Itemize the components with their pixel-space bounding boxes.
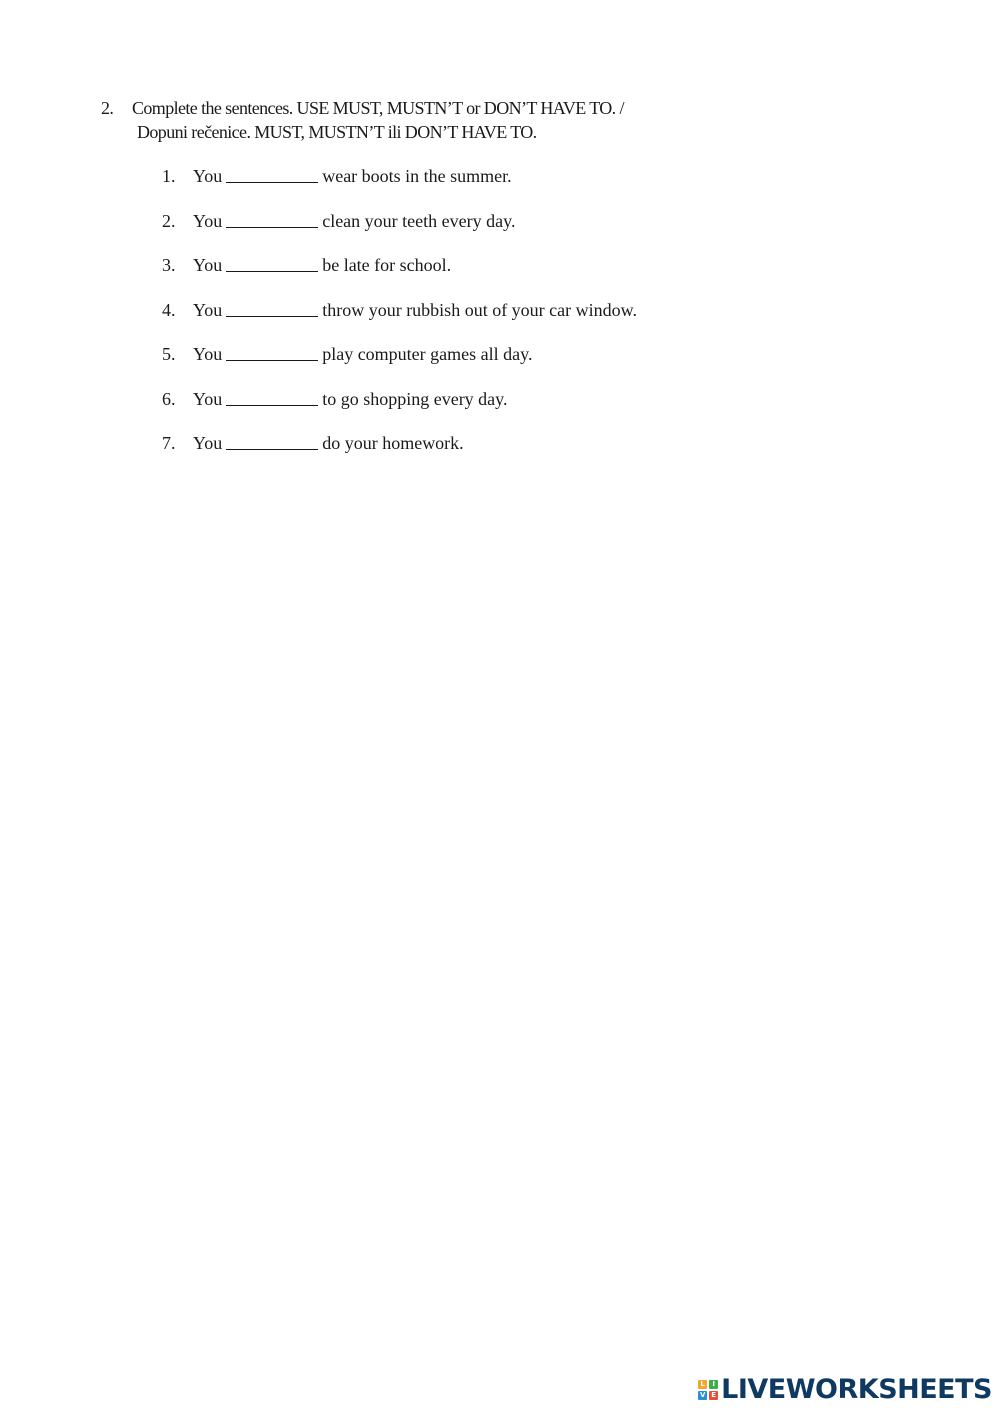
sentence-item [162,253,637,298]
sentence-start: You [193,299,223,320]
sentence-item [162,387,637,432]
logo-tile-i: I [709,1380,718,1389]
sentence-list [162,164,637,476]
sentence-end: be late for school. [322,255,452,275]
logo-tile-e: E [709,1391,718,1400]
sentence-start: You [193,210,223,231]
logo-tile-l: L [698,1380,707,1389]
answer-blank[interactable] [226,387,318,406]
instruction-line-croatian: Dopuni rečenice. MUST, MUSTN’T ili DON’T HAVE TO. [137,122,537,142]
instruction-text-english: Complete the sentences. USE MUST, MUSTN’T or DON’T HAVE TO. / [132,98,624,118]
sentence-number: 4. [162,299,176,320]
sentence-end: play computer games all day. [322,344,533,364]
sentence-number: 2. [162,210,176,231]
sentence-number: 1. [162,166,176,186]
sentence-end: to go shopping every day. [322,388,508,409]
sentence-start: You [193,166,223,186]
sentence-start: You [193,388,223,409]
sentence-end: do your homework. [322,433,464,453]
liveworksheets-logo-icon [698,1380,718,1400]
answer-blank[interactable] [226,298,318,317]
logo-tile-v: V [699,1390,706,1399]
sentence-end: wear boots in the summer. [322,166,512,186]
task-number: 2. [101,98,114,118]
logo-text: LIVEWORKSHEETS [721,1374,992,1405]
answer-blank[interactable] [226,431,318,450]
sentence-start: You [193,433,223,453]
sentence-item [162,431,637,476]
sentence-end: throw your rubbish out of your car window. [322,299,637,320]
answer-blank[interactable] [226,209,318,228]
sentence-end: clean your teeth every day. [322,210,516,231]
sentence-item [162,164,637,209]
answer-blank[interactable] [226,342,318,361]
answer-blank[interactable] [226,164,318,183]
sentence-number: 6. [162,388,176,409]
task-instructions [101,96,801,144]
sentence-start: You [193,344,223,364]
sentence-item [162,298,637,343]
instruction-line-english [101,96,801,120]
sentence-number: 3. [162,255,176,275]
sentence-item [162,342,637,387]
sentence-item [162,209,637,254]
sentence-number: 5. [162,344,176,364]
liveworksheets-logo [698,1374,992,1405]
answer-blank[interactable] [226,253,318,272]
sentence-number: 7. [162,433,176,453]
sentence-start: You [193,255,223,275]
